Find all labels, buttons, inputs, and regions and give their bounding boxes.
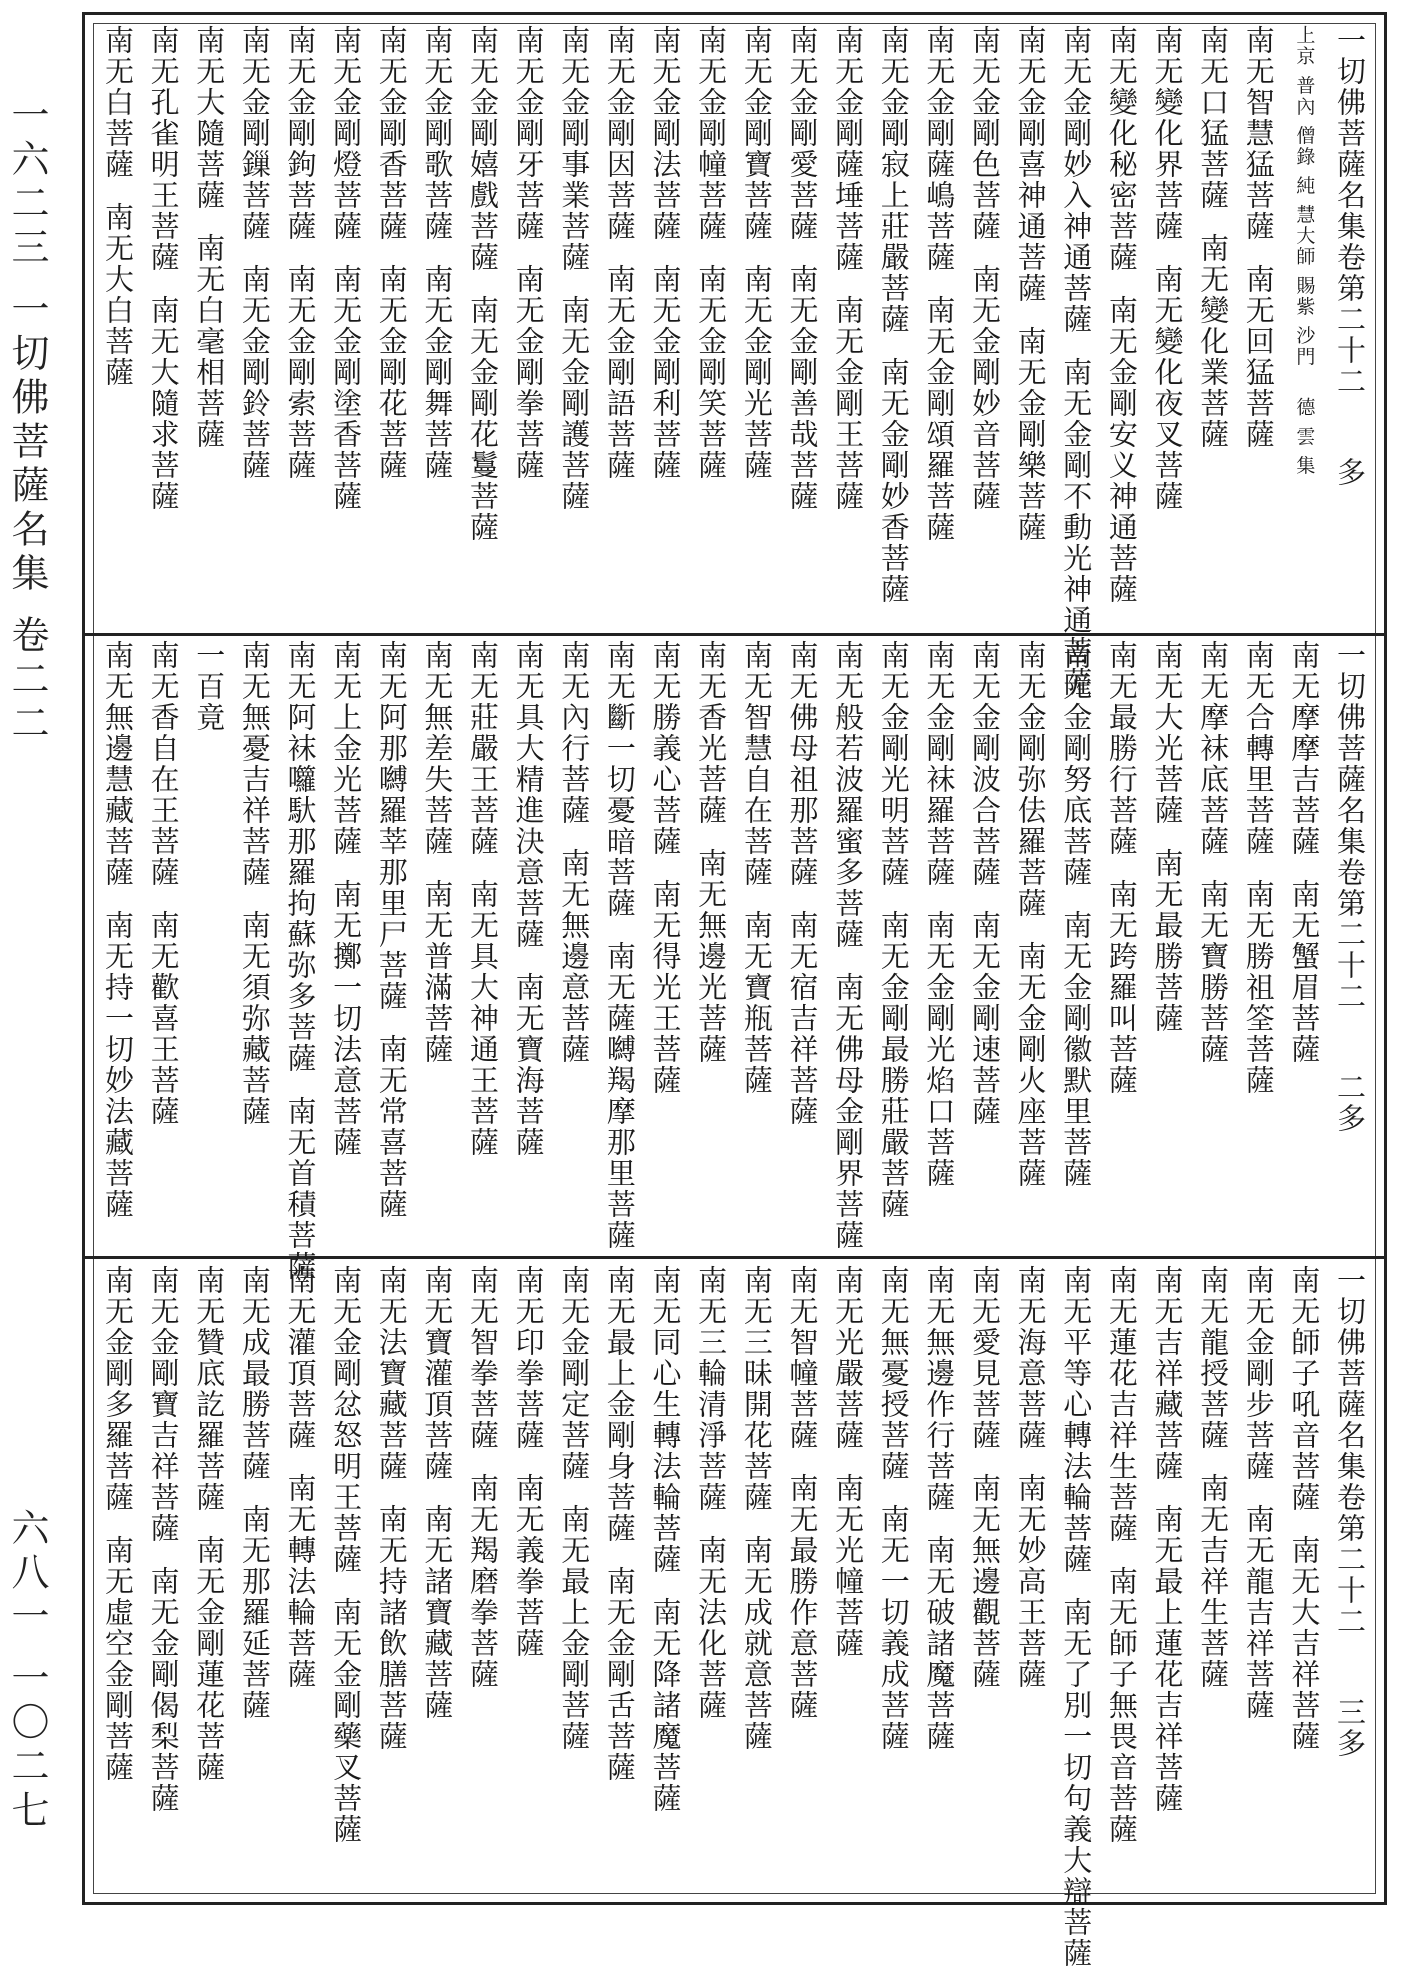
column-upper-text: 南无金剛鏁菩薩 xyxy=(237,25,272,242)
text-column xyxy=(1149,25,1185,625)
column-lower-text: 南无金剛鈴菩薩 xyxy=(237,264,272,481)
column-lower-text: 南无金剛速菩薩 xyxy=(967,910,1002,1127)
column-lower-text: 南无無邊觀菩薩 xyxy=(967,1473,1002,1690)
text-column xyxy=(1058,640,1094,1250)
column-upper-text: 一切佛菩薩名集卷第二十二 xyxy=(1333,1265,1367,1637)
column-upper-text: 南无金剛法菩薩 xyxy=(648,25,683,242)
column-upper-text: 南无金剛寶吉祥菩薩 xyxy=(146,1265,181,1544)
column-lower-text: 南无變化夜叉菩薩 xyxy=(1150,264,1185,512)
column-upper-text: 一切佛菩薩名集卷第二十二 xyxy=(1333,25,1367,397)
column-upper-text: 南无師子吼音菩薩 xyxy=(1287,1265,1322,1513)
column-lower-text: 南无成就意菩薩 xyxy=(739,1535,774,1752)
text-column xyxy=(146,25,182,625)
text-column xyxy=(1241,1265,1277,1890)
column-lower-text: 南无變化業菩薩 xyxy=(1196,233,1231,450)
column-lower-text: 南无金剛利菩薩 xyxy=(648,264,683,481)
column-lower-text: 南无金剛妙音菩薩 xyxy=(967,264,1002,512)
column-lower-text: 南无法化菩薩 xyxy=(694,1535,729,1721)
text-column xyxy=(876,25,912,625)
column-upper-text: 南无贊底訖羅菩薩 xyxy=(192,1265,227,1513)
column-upper-text: 南无平等心轉法輪菩薩 xyxy=(1059,1265,1094,1575)
margin-title: 一六二三 一切佛菩薩名集 卷二二 xyxy=(5,95,49,748)
column-lower-text: 南无一切義成菩薩 xyxy=(876,1504,911,1752)
column-upper-text: 南无同心生轉法輪菩薩 xyxy=(648,1265,683,1575)
column-upper-text: 南无金剛步菩薩 xyxy=(1241,1265,1276,1482)
column-upper-text: 南无金剛香菩薩 xyxy=(374,25,409,242)
column-upper-text: 南无白菩薩 xyxy=(101,25,135,180)
text-column xyxy=(967,640,1003,1250)
text-column xyxy=(283,640,319,1282)
text-column xyxy=(374,25,410,625)
column-upper-text: 南无金剛薩埵菩薩 xyxy=(831,25,866,273)
text-column xyxy=(1104,1265,1140,1890)
column-upper-text: 南无阿那嚩羅莘那里尸菩薩 xyxy=(374,640,409,1012)
text-column xyxy=(100,1265,136,1890)
column-lower-text: 南无金剛徽默里菩薩 xyxy=(1059,910,1094,1189)
column-lower-text: 南无金剛塗香菩薩 xyxy=(329,264,364,512)
column-lower-text: 南无蟹眉菩薩 xyxy=(1287,879,1322,1065)
column-lower-text: 三多 xyxy=(1333,1697,1367,1759)
text-column xyxy=(328,1265,364,1890)
text-column xyxy=(374,1265,410,1890)
column-lower-text: 南无首積菩薩 xyxy=(283,1096,318,1282)
column-upper-text: 南无香光菩薩 xyxy=(694,640,729,826)
column-upper-text: 南无斷一切憂暗菩薩 xyxy=(602,640,637,919)
column-upper-text: 南无般若波羅蜜多菩薩 xyxy=(831,640,866,950)
column-lower-text: 南无擲一切法意菩薩 xyxy=(329,879,364,1158)
text-column xyxy=(1286,640,1322,1250)
text-column xyxy=(921,640,957,1250)
column-upper-text: 南无口猛菩薩 xyxy=(1196,25,1231,211)
column-lower-text: 南无金剛語菩薩 xyxy=(602,264,637,481)
column-lower-text: 南无金剛偈梨菩薩 xyxy=(146,1566,181,1814)
text-column xyxy=(1058,1265,1094,1969)
column-upper-text: 南无智拳菩薩 xyxy=(466,1265,501,1451)
text-column xyxy=(1332,25,1368,625)
text-column xyxy=(693,25,729,625)
column-upper-text: 南无具大精進決意菩薩 xyxy=(511,640,546,950)
column-upper-text: 南无灌頂菩薩 xyxy=(283,1265,318,1451)
text-column xyxy=(191,1265,227,1890)
text-column xyxy=(556,1265,592,1890)
column-lower-text: 南无寶勝菩薩 xyxy=(1196,879,1231,1065)
text-column xyxy=(1195,1265,1231,1890)
column-upper-text: 南无蓮花吉祥生菩薩 xyxy=(1104,1265,1139,1544)
column-upper-text: 南无無憂授菩薩 xyxy=(876,1265,911,1482)
column-lower-text: 南无最勝作意菩薩 xyxy=(785,1473,820,1721)
column-upper-text: 南无金剛弥佉羅菩薩 xyxy=(1013,640,1048,919)
column-upper-text: 南无金剛光明菩薩 xyxy=(876,640,911,888)
text-column xyxy=(693,640,729,1250)
text-column xyxy=(739,1265,775,1890)
column-upper-text: 南无金剛努底菩薩 xyxy=(1059,640,1094,888)
column-upper-text: 南无佛母祖那菩薩 xyxy=(785,640,820,888)
text-column xyxy=(1013,25,1049,625)
column-upper-text: 上京 普內 僧錄 純 慧大師 賜紫 沙門 xyxy=(1293,25,1316,368)
column-upper-text: 南无內行菩薩 xyxy=(557,640,592,826)
column-upper-text: 南无無邊慧藏菩薩 xyxy=(101,640,135,888)
column-upper-text: 南无變化秘密菩薩 xyxy=(1104,25,1139,273)
column-lower-text: 南无金剛藥叉菩薩 xyxy=(329,1597,364,1845)
column-upper-text: 南无莊嚴王菩薩 xyxy=(466,640,501,857)
column-lower-text: 南无最上金剛菩薩 xyxy=(557,1504,592,1752)
column-upper-text: 南无智幢菩薩 xyxy=(785,1265,820,1451)
column-lower-text: 南无金剛花鬘菩薩 xyxy=(466,295,501,543)
column-lower-text: 南无勝祖筌菩薩 xyxy=(1241,879,1276,1096)
column-lower-text: 南无金剛最勝莊嚴菩薩 xyxy=(876,910,911,1220)
text-column xyxy=(237,1265,273,1890)
column-lower-text: 南无無邊光菩薩 xyxy=(694,848,729,1065)
column-lower-text: 南无金剛光菩薩 xyxy=(739,264,774,481)
column-lower-text: 南无大白菩薩 xyxy=(101,202,135,388)
column-lower-text: 南无金剛王菩薩 xyxy=(831,295,866,512)
column-upper-text: 南无金剛波合菩薩 xyxy=(967,640,1002,888)
column-upper-text: 南无摩袜底菩薩 xyxy=(1196,640,1231,857)
text-column xyxy=(1058,25,1094,698)
text-column xyxy=(511,1265,547,1890)
text-column xyxy=(1013,640,1049,1250)
text-column xyxy=(419,640,455,1250)
column-upper-text: 南无大光菩薩 xyxy=(1150,640,1185,826)
column-lower-text: 南无金剛安义神通菩薩 xyxy=(1104,295,1139,605)
column-upper-text: 南无法寶藏菩薩 xyxy=(374,1265,409,1482)
column-lower-text: 南无得光王菩薩 xyxy=(648,879,683,1096)
column-upper-text: 南无金剛歌菩薩 xyxy=(420,25,455,242)
text-column xyxy=(876,1265,912,1890)
text-column xyxy=(602,25,638,625)
text-column xyxy=(739,640,775,1250)
column-lower-text: 南无了別一切句義大辯菩薩 xyxy=(1059,1597,1094,1969)
column-upper-text: 南无三輪清淨菩薩 xyxy=(694,1265,729,1513)
text-column xyxy=(967,25,1003,625)
column-upper-text: 南无寶灌頂菩薩 xyxy=(420,1265,455,1482)
column-lower-text: 南无寶瓶菩薩 xyxy=(739,910,774,1096)
text-column xyxy=(1286,25,1322,625)
column-upper-text: 南无金剛妙入神通菩薩 xyxy=(1059,25,1094,335)
column-lower-text: 南无降諸魔菩薩 xyxy=(648,1597,683,1814)
text-column xyxy=(648,1265,684,1890)
text-column xyxy=(921,1265,957,1890)
text-column xyxy=(511,640,547,1250)
column-upper-text: 南无海意菩薩 xyxy=(1013,1265,1048,1451)
column-lower-text: 南无金剛拳菩薩 xyxy=(511,264,546,481)
text-column xyxy=(511,25,547,625)
column-upper-text: 南无三昧開花菩薩 xyxy=(739,1265,774,1513)
text-column xyxy=(146,640,182,1250)
column-lower-text: 南无回猛菩薩 xyxy=(1241,264,1276,450)
column-upper-text: 南无最勝行菩薩 xyxy=(1104,640,1139,857)
column-upper-text: 南无阿袜囖馱那羅拘蘇弥多菩薩 xyxy=(283,640,318,1074)
column-lower-text: 南无常喜菩薩 xyxy=(374,1034,409,1220)
text-column xyxy=(1195,640,1231,1250)
column-upper-text: 南无金剛喜神通菩薩 xyxy=(1013,25,1048,304)
column-upper-text: 南无印拳菩薩 xyxy=(511,1265,546,1451)
text-column xyxy=(283,25,319,625)
text-column xyxy=(784,640,820,1250)
column-lower-text: 南无金剛舞菩薩 xyxy=(420,264,455,481)
column-lower-text: 南无須弥藏菩薩 xyxy=(237,910,272,1127)
text-column xyxy=(237,640,273,1250)
column-lower-text: 南无金剛舌菩薩 xyxy=(602,1566,637,1783)
text-column xyxy=(1104,25,1140,625)
text-column xyxy=(1332,640,1368,1250)
column-lower-text: 南无歡喜王菩薩 xyxy=(146,910,181,1127)
text-column xyxy=(283,1265,319,1890)
text-column xyxy=(419,25,455,625)
text-column xyxy=(1332,1265,1368,1890)
column-lower-text: 南无那羅延菩薩 xyxy=(237,1504,272,1721)
column-lower-text: 南无無邊意菩薩 xyxy=(557,848,592,1065)
column-lower-text: 南无金剛花菩薩 xyxy=(374,264,409,481)
column-lower-text: 二多 xyxy=(1333,1072,1367,1134)
column-upper-text: 南无吉祥藏菩薩 xyxy=(1150,1265,1185,1482)
column-lower-text: 南无吉祥生菩薩 xyxy=(1196,1473,1231,1690)
column-upper-text: 南无金剛幢菩薩 xyxy=(694,25,729,242)
register-middle xyxy=(100,640,1368,1282)
column-lower-text: 南无龍吉祥菩薩 xyxy=(1241,1504,1276,1721)
text-column xyxy=(830,25,866,625)
column-upper-text: 南无上金光菩薩 xyxy=(329,640,364,857)
column-upper-text: 南无無邊作行菩薩 xyxy=(922,1265,957,1513)
text-column xyxy=(830,640,866,1250)
column-lower-text: 南无師子無畏音菩薩 xyxy=(1104,1566,1139,1845)
column-upper-text: 南无無憂吉祥菩薩 xyxy=(237,640,272,888)
text-column xyxy=(784,1265,820,1890)
text-column xyxy=(100,25,136,625)
column-lower-text: 南无金剛善哉菩薩 xyxy=(785,264,820,512)
column-lower-text: 南无破諸魔菩薩 xyxy=(922,1535,957,1752)
column-lower-text: 南无金剛火座菩薩 xyxy=(1013,941,1048,1189)
text-column xyxy=(556,25,592,625)
column-upper-text: 南无金剛因菩薩 xyxy=(602,25,637,242)
column-lower-text: 南无具大神通王菩薩 xyxy=(466,879,501,1158)
column-upper-text: 一百竟 xyxy=(192,640,227,733)
text-column xyxy=(556,640,592,1250)
column-upper-text: 南无智慧自在菩薩 xyxy=(739,640,774,888)
text-column xyxy=(784,25,820,625)
text-column xyxy=(328,640,364,1250)
text-column xyxy=(237,25,273,625)
column-lower-text: 南无虛空金剛菩薩 xyxy=(101,1535,135,1783)
column-lower-text: 南无義拳菩薩 xyxy=(511,1473,546,1659)
column-upper-text: 南无愛見菩薩 xyxy=(967,1265,1002,1451)
text-column xyxy=(419,1265,455,1890)
column-upper-text: 南无金剛薩嶋菩薩 xyxy=(922,25,957,273)
text-column xyxy=(739,25,775,625)
column-upper-text: 南无金剛愛菩薩 xyxy=(785,25,820,242)
column-lower-text: 南无金剛蓮花菩薩 xyxy=(192,1535,227,1783)
column-lower-text: 南无金剛光焰口菩薩 xyxy=(922,910,957,1189)
register-divider-1 xyxy=(82,633,1387,636)
column-upper-text: 南无香自在王菩薩 xyxy=(146,640,181,888)
text-column xyxy=(100,640,136,1250)
column-upper-text: 南无孔雀明王菩薩 xyxy=(146,25,181,273)
text-column xyxy=(876,640,912,1250)
text-column xyxy=(146,1265,182,1890)
column-upper-text: 南无大隨菩薩 xyxy=(192,25,227,211)
text-column xyxy=(1241,640,1277,1250)
column-lower-text: 南无跨羅叫菩薩 xyxy=(1104,879,1139,1096)
text-column xyxy=(693,1265,729,1890)
column-lower-text: 南无羯磨拳菩薩 xyxy=(466,1473,501,1690)
column-lower-text: 南无大隨求菩薩 xyxy=(146,295,181,512)
column-upper-text: 南无金剛袜羅菩薩 xyxy=(922,640,957,888)
column-lower-text: 南无諸寶藏菩薩 xyxy=(420,1504,455,1721)
text-column xyxy=(191,25,227,625)
text-column xyxy=(1195,25,1231,625)
column-lower-text: 南无大吉祥菩薩 xyxy=(1287,1535,1322,1752)
column-lower-text: 南无持諸飲膳菩薩 xyxy=(374,1504,409,1752)
column-lower-text: 南无光幢菩薩 xyxy=(831,1473,866,1659)
column-upper-text: 南无金剛嬉戲菩薩 xyxy=(466,25,501,273)
column-upper-text: 南无金剛燈菩薩 xyxy=(329,25,364,242)
text-column xyxy=(374,640,410,1250)
column-lower-text: 南无妙高王菩薩 xyxy=(1013,1473,1048,1690)
text-column xyxy=(648,25,684,625)
column-upper-text: 南无無差失菩薩 xyxy=(420,640,455,857)
column-upper-text: 南无勝義心菩薩 xyxy=(648,640,683,857)
column-lower-text: 南无金剛樂菩薩 xyxy=(1013,326,1048,543)
text-column xyxy=(1241,25,1277,625)
column-upper-text: 南无摩摩吉菩薩 xyxy=(1287,640,1322,857)
text-column xyxy=(602,1265,638,1890)
column-lower-text: 南无金剛笑菩薩 xyxy=(694,264,729,481)
column-upper-text: 南无金剛牙菩薩 xyxy=(511,25,546,242)
register-divider-2 xyxy=(82,1256,1387,1259)
column-upper-text: 南无金剛忿怒明王菩薩 xyxy=(329,1265,364,1575)
column-upper-text: 南无金剛寂上莊嚴菩薩 xyxy=(876,25,911,335)
text-column xyxy=(1286,1265,1322,1890)
column-upper-text: 南无金剛鉤菩薩 xyxy=(283,25,318,242)
text-column xyxy=(465,640,501,1250)
column-upper-text: 南无合轉里菩薩 xyxy=(1241,640,1276,857)
column-upper-text: 南无金剛色菩薩 xyxy=(967,25,1002,242)
column-lower-text: 南无白毫相菩薩 xyxy=(192,233,227,450)
column-lower-text: 南无薩嚩羯摩那里菩薩 xyxy=(602,941,637,1251)
column-lower-text: 多 xyxy=(1333,457,1367,488)
column-upper-text: 南无金剛多羅菩薩 xyxy=(101,1265,135,1513)
column-lower-text: 南无宿吉祥菩薩 xyxy=(785,910,820,1127)
text-column xyxy=(1149,1265,1185,1890)
column-upper-text: 一切佛菩薩名集卷第二十二 xyxy=(1333,640,1367,1012)
column-lower-text: 南无金剛索菩薩 xyxy=(283,264,318,481)
column-lower-text: 南无金剛不動光神通菩薩 xyxy=(1059,357,1094,698)
text-column xyxy=(1149,640,1185,1250)
text-column xyxy=(602,640,638,1250)
column-upper-text: 南无光嚴菩薩 xyxy=(831,1265,866,1451)
column-lower-text: 南无寶海菩薩 xyxy=(511,972,546,1158)
text-column xyxy=(328,25,364,625)
column-lower-text: 南无金剛頌羅菩薩 xyxy=(922,295,957,543)
column-lower-text: 南无佛母金剛界菩薩 xyxy=(831,972,866,1251)
text-column xyxy=(465,25,501,625)
column-lower-text: 南无金剛護菩薩 xyxy=(557,295,592,512)
text-column xyxy=(830,1265,866,1890)
column-upper-text: 南无金剛定菩薩 xyxy=(557,1265,592,1482)
column-upper-text: 南无變化界菩薩 xyxy=(1150,25,1185,242)
column-upper-text: 南无成最勝菩薩 xyxy=(237,1265,272,1482)
column-lower-text: 南无普滿菩薩 xyxy=(420,879,455,1065)
column-lower-text: 德 雲 集 xyxy=(1293,397,1316,477)
text-column xyxy=(1104,640,1140,1250)
column-lower-text: 南无轉法輪菩薩 xyxy=(283,1473,318,1690)
column-upper-text: 南无金剛寶菩薩 xyxy=(739,25,774,242)
text-column xyxy=(967,1265,1003,1890)
text-column xyxy=(1013,1265,1049,1890)
column-lower-text: 南无最勝菩薩 xyxy=(1150,848,1185,1034)
register-bottom xyxy=(100,1265,1368,1969)
column-lower-text: 南无最上蓮花吉祥菩薩 xyxy=(1150,1504,1185,1814)
column-upper-text: 南无龍授菩薩 xyxy=(1196,1265,1231,1451)
column-upper-text: 南无最上金剛身菩薩 xyxy=(602,1265,637,1544)
text-column xyxy=(191,640,227,1250)
text-column xyxy=(921,25,957,625)
margin-page-number: 六八一 一〇二七 xyxy=(5,1508,49,1835)
column-upper-text: 南无智慧猛菩薩 xyxy=(1241,25,1276,242)
column-lower-text: 南无持一切妙法藏菩薩 xyxy=(101,910,135,1220)
column-upper-text: 南无金剛事業菩薩 xyxy=(557,25,592,273)
text-column xyxy=(465,1265,501,1890)
column-lower-text: 南无金剛妙香菩薩 xyxy=(876,357,911,605)
text-column xyxy=(648,640,684,1250)
